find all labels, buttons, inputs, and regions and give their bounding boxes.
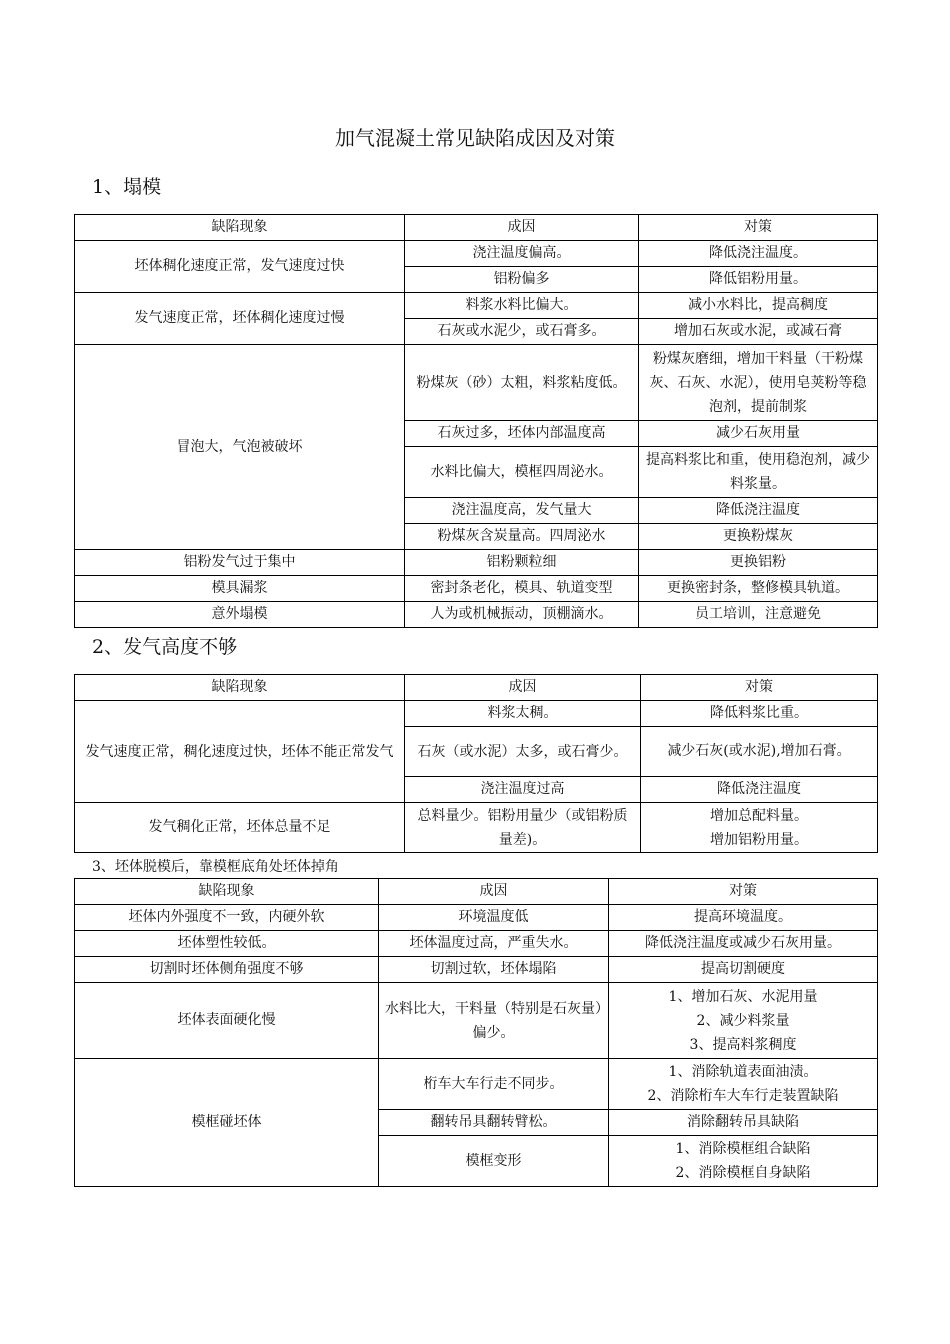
measure-cell: [609, 1059, 878, 1110]
measure-cell: 降低料浆比重。: [641, 701, 878, 727]
measure-cell: [609, 983, 878, 1059]
measure-line: 1、消除模框组合缺陷: [675, 1141, 811, 1157]
table-header: [75, 675, 878, 701]
cause-cell: 切割过软，坯体塌陷: [379, 957, 609, 983]
cause-cell: 料浆太稠。: [405, 701, 641, 727]
table-header: [75, 215, 878, 241]
measure-cell: 降低浇注温度。: [639, 241, 878, 267]
cause-cell: 浇注温度高，发气量大: [405, 498, 639, 524]
cause-cell: 铝粉偏多: [405, 267, 639, 293]
measure-line: 1、消除轨道表面油渍。: [668, 1064, 818, 1080]
measure-cell: 更换密封条，整修模具轨道。: [639, 576, 878, 602]
measure-cell: 员工培训，注意避免: [639, 602, 878, 628]
header-measure: 对策: [639, 215, 878, 241]
measure-cell: [641, 803, 878, 853]
measure-line: 1、增加石灰、水泥用量: [668, 988, 818, 1005]
cause-cell: 粉煤灰（砂）太粗，料浆粘度低。: [405, 345, 639, 421]
measure-cell: 增加石灰或水泥，或减石膏: [639, 319, 878, 345]
section-3-heading: 3、坯体脱模后，靠模框底角处坯体掉角: [92, 859, 339, 875]
measure-cell: 更换粉煤灰: [639, 524, 878, 550]
measure-cell: 粉煤灰磨细，增加干料量（干粉煤灰、石灰、水泥），使用皂荚粉等稳泡剂，提前制浆: [639, 345, 878, 421]
cause-cell: 铝粉颗粒细: [405, 550, 639, 576]
cause-cell: 石灰过多，坯体内部温度高: [405, 421, 639, 447]
cause-cell: 模框变形: [379, 1136, 609, 1187]
table-row: [75, 983, 878, 1059]
table-insufficient-rise: [74, 674, 878, 853]
table-row: [75, 803, 878, 853]
phenomenon-cell: 铝粉发气过于集中: [75, 550, 405, 576]
header-measure: 对策: [641, 675, 878, 701]
table-row: [75, 241, 878, 267]
measure-cell: 降低浇注温度: [639, 498, 878, 524]
table-corner-loss: [74, 878, 878, 1187]
table-row: [75, 550, 878, 576]
table-row: [75, 345, 878, 421]
phenomenon-cell: 坯体表面硬化慢: [75, 983, 379, 1059]
cause-cell: 环境温度低: [379, 905, 609, 931]
measure-cell: 提高料浆比和重，使用稳泡剂，减少料浆量。: [639, 447, 878, 498]
phenomenon-cell: 模框碰坯体: [75, 1059, 379, 1187]
header-phenomenon: 缺陷现象: [75, 215, 405, 241]
table-row: [75, 931, 878, 957]
cause-cell: 水料比大，干料量（特别是石灰量）偏少。: [379, 983, 609, 1059]
table-header: [75, 879, 878, 905]
measure-line: 3、提高料浆稠度: [689, 1036, 797, 1053]
cause-cell: 石灰或水泥少，或石膏多。: [405, 319, 639, 345]
header-cause: 成因: [405, 675, 641, 701]
cause-cell: 翻转吊具翻转臂松。: [379, 1110, 609, 1136]
cause-cell: 坯体温度过高，严重失水。: [379, 931, 609, 957]
measure-cell: 减少石灰用量: [639, 421, 878, 447]
measure-cell: 降低浇注温度或减少石灰用量。: [609, 931, 878, 957]
cause-cell: 石灰（或水泥）太多，或石膏少。: [405, 727, 641, 777]
measure-cell: 提高环境温度。: [609, 905, 878, 931]
measure-line: 2、消除桁车大车行走装置缺陷: [647, 1088, 839, 1104]
measure-cell: 降低浇注温度: [641, 777, 878, 803]
cause-cell: 浇注温度偏高。: [405, 241, 639, 267]
header-phenomenon: 缺陷现象: [75, 879, 379, 905]
page-title: 加气混凝土常见缺陷成因及对策: [335, 126, 615, 150]
table-collapse: [74, 214, 878, 628]
cause-cell: 人为或机械振动，顶棚滴水。: [405, 602, 639, 628]
measure-line: 增加铝粉用量。: [710, 831, 808, 848]
table-row: [75, 957, 878, 983]
table-row: [75, 293, 878, 319]
measure-cell: 降低铝粉用量。: [639, 267, 878, 293]
measure-cell: 减少石灰(或水泥),增加石膏。: [641, 727, 878, 777]
phenomenon-cell: 坯体稠化速度正常，发气速度过快: [75, 241, 405, 293]
cause-cell: 浇注温度过高: [405, 777, 641, 803]
measure-line: 2、减少料浆量: [696, 1012, 790, 1029]
table-row: [75, 576, 878, 602]
measure-line: 增加总配料量。: [710, 807, 808, 824]
phenomenon-cell: 意外塌模: [75, 602, 405, 628]
phenomenon-cell: 切割时坯体侧角强度不够: [75, 957, 379, 983]
phenomenon-cell: 模具漏浆: [75, 576, 405, 602]
header-phenomenon: 缺陷现象: [75, 675, 405, 701]
measure-cell: 更换铝粉: [639, 550, 878, 576]
table-row: [75, 905, 878, 931]
phenomenon-cell: 坯体塑性较低。: [75, 931, 379, 957]
phenomenon-cell: 冒泡大，气泡被破坏: [75, 345, 405, 550]
table-row: [75, 1059, 878, 1110]
phenomenon-cell: 发气速度正常，坯体稠化速度过慢: [75, 293, 405, 345]
measure-cell: 提高切割硬度: [609, 957, 878, 983]
measure-cell: 减小水料比，提高稠度: [639, 293, 878, 319]
cause-cell: 料浆水料比偏大。: [405, 293, 639, 319]
measure-cell: 消除翻转吊具缺陷: [609, 1110, 878, 1136]
phenomenon-cell: 坯体内外强度不一致，内硬外软: [75, 905, 379, 931]
header-cause: 成因: [379, 879, 609, 905]
section-2-heading: 2、发气高度不够: [92, 636, 238, 658]
section-1-heading: 1、塌模: [92, 176, 162, 198]
header-measure: 对策: [609, 879, 878, 905]
cause-cell: 密封条老化，模具、轨道变型: [405, 576, 639, 602]
measure-line: 2、消除模框自身缺陷: [675, 1165, 811, 1181]
cause-cell: 粉煤灰含炭量高。四周泌水: [405, 524, 639, 550]
cause-cell: 水料比偏大，模框四周泌水。: [405, 447, 639, 498]
phenomenon-cell: 发气稠化正常，坯体总量不足: [75, 803, 405, 853]
measure-cell: [609, 1136, 878, 1187]
cause-cell: 总料量少。铝粉用量少（或铝粉质量差)。: [405, 803, 641, 853]
phenomenon-cell: 发气速度正常，稠化速度过快，坯体不能正常发气: [75, 701, 405, 803]
header-cause: 成因: [405, 215, 639, 241]
cause-cell: 桁车大车行走不同步。: [379, 1059, 609, 1110]
table-row: [75, 602, 878, 628]
table-row: [75, 701, 878, 727]
